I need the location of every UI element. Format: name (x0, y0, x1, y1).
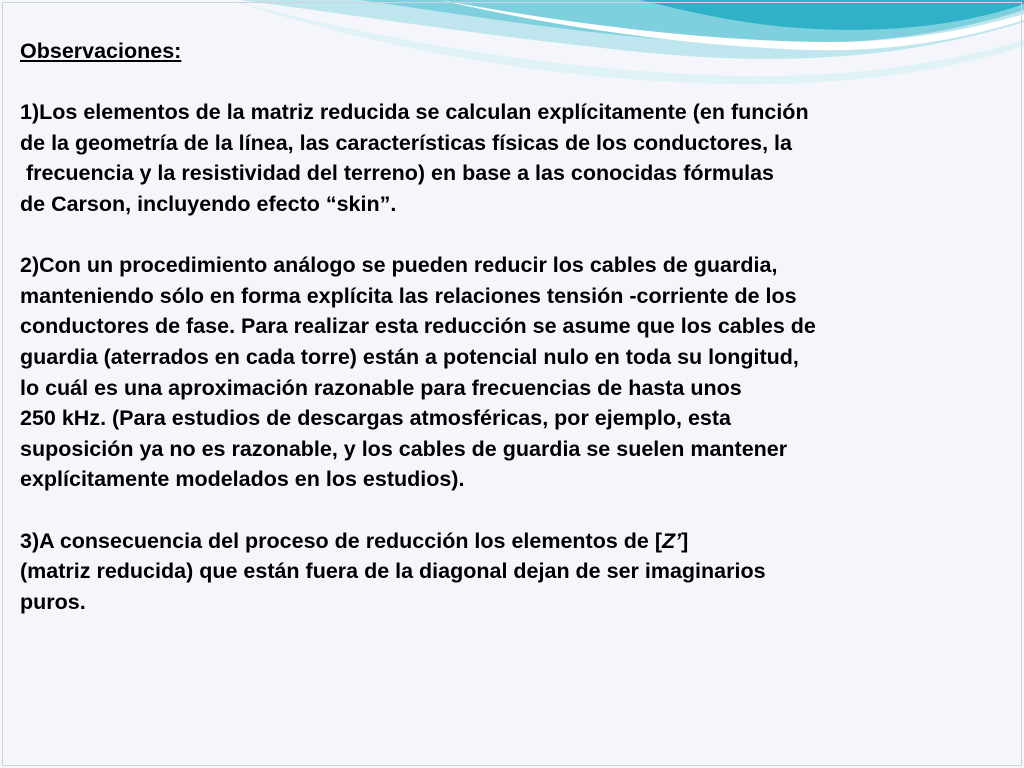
text-content (20, 36, 1010, 617)
paragraph-3-line: puros. (20, 589, 86, 614)
paragraph-2-line: 250 kHz. (Para estudios de descargas atmosféricas, por ejemplo, esta (20, 406, 732, 431)
matrix-symbol-z-prime: Z’ (662, 528, 682, 553)
paragraph-1-line: frecuencia y la resistividad del terreno) en base a las conocidas fórmulas (20, 161, 774, 186)
spacer (20, 67, 1010, 98)
paragraph-2-line: guardia (aterrados en cada torre) están a potencial nulo en toda su longitud, (20, 344, 799, 369)
paragraph-2-line: explícitamente modelados en los estudios). (20, 467, 465, 492)
paragraph-3-line-1 (20, 526, 1010, 557)
heading-observaciones: Observaciones: (20, 39, 182, 63)
paragraph-3 (20, 526, 1010, 618)
paragraph-3-line: (matriz reducida) que están fuera de la diagonal dejan de ser imaginarios (20, 559, 766, 584)
paragraph-1-line: de Carson, incluyendo efecto “skin”. (20, 191, 397, 216)
spacer (20, 220, 1010, 251)
paragraph-2 (20, 250, 1010, 495)
paragraph-2-line: conductores de fase. Para realizar esta reducción se asume que los cables de (20, 314, 816, 339)
paragraph-2-line: manteniendo sólo en forma explícita las relaciones tensión -corriente de los (20, 283, 797, 308)
paragraph-1 (20, 97, 1010, 219)
paragraph-1-line: 1)Los elementos de la matriz reducida se calculan explícitamente (en función (20, 100, 809, 125)
paragraph-1-line: de la geometría de la línea, las características físicas de los conductores, la (20, 130, 792, 155)
paragraph-3-prefix: 3)A consecuencia del proceso de reducción los elementos de [ (20, 528, 663, 553)
paragraph-2-line: suposición ya no es razonable, y los cables de guardia se suelen mantener (20, 436, 788, 461)
paragraph-3-suffix: ] (681, 528, 689, 553)
paragraph-2-line: 2)Con un procedimiento análogo se pueden reducir los cables de guardia, (20, 253, 778, 278)
paragraph-2-line: lo cuál es una aproximación razonable para frecuencias de hasta unos (20, 375, 742, 400)
spacer (20, 495, 1010, 526)
